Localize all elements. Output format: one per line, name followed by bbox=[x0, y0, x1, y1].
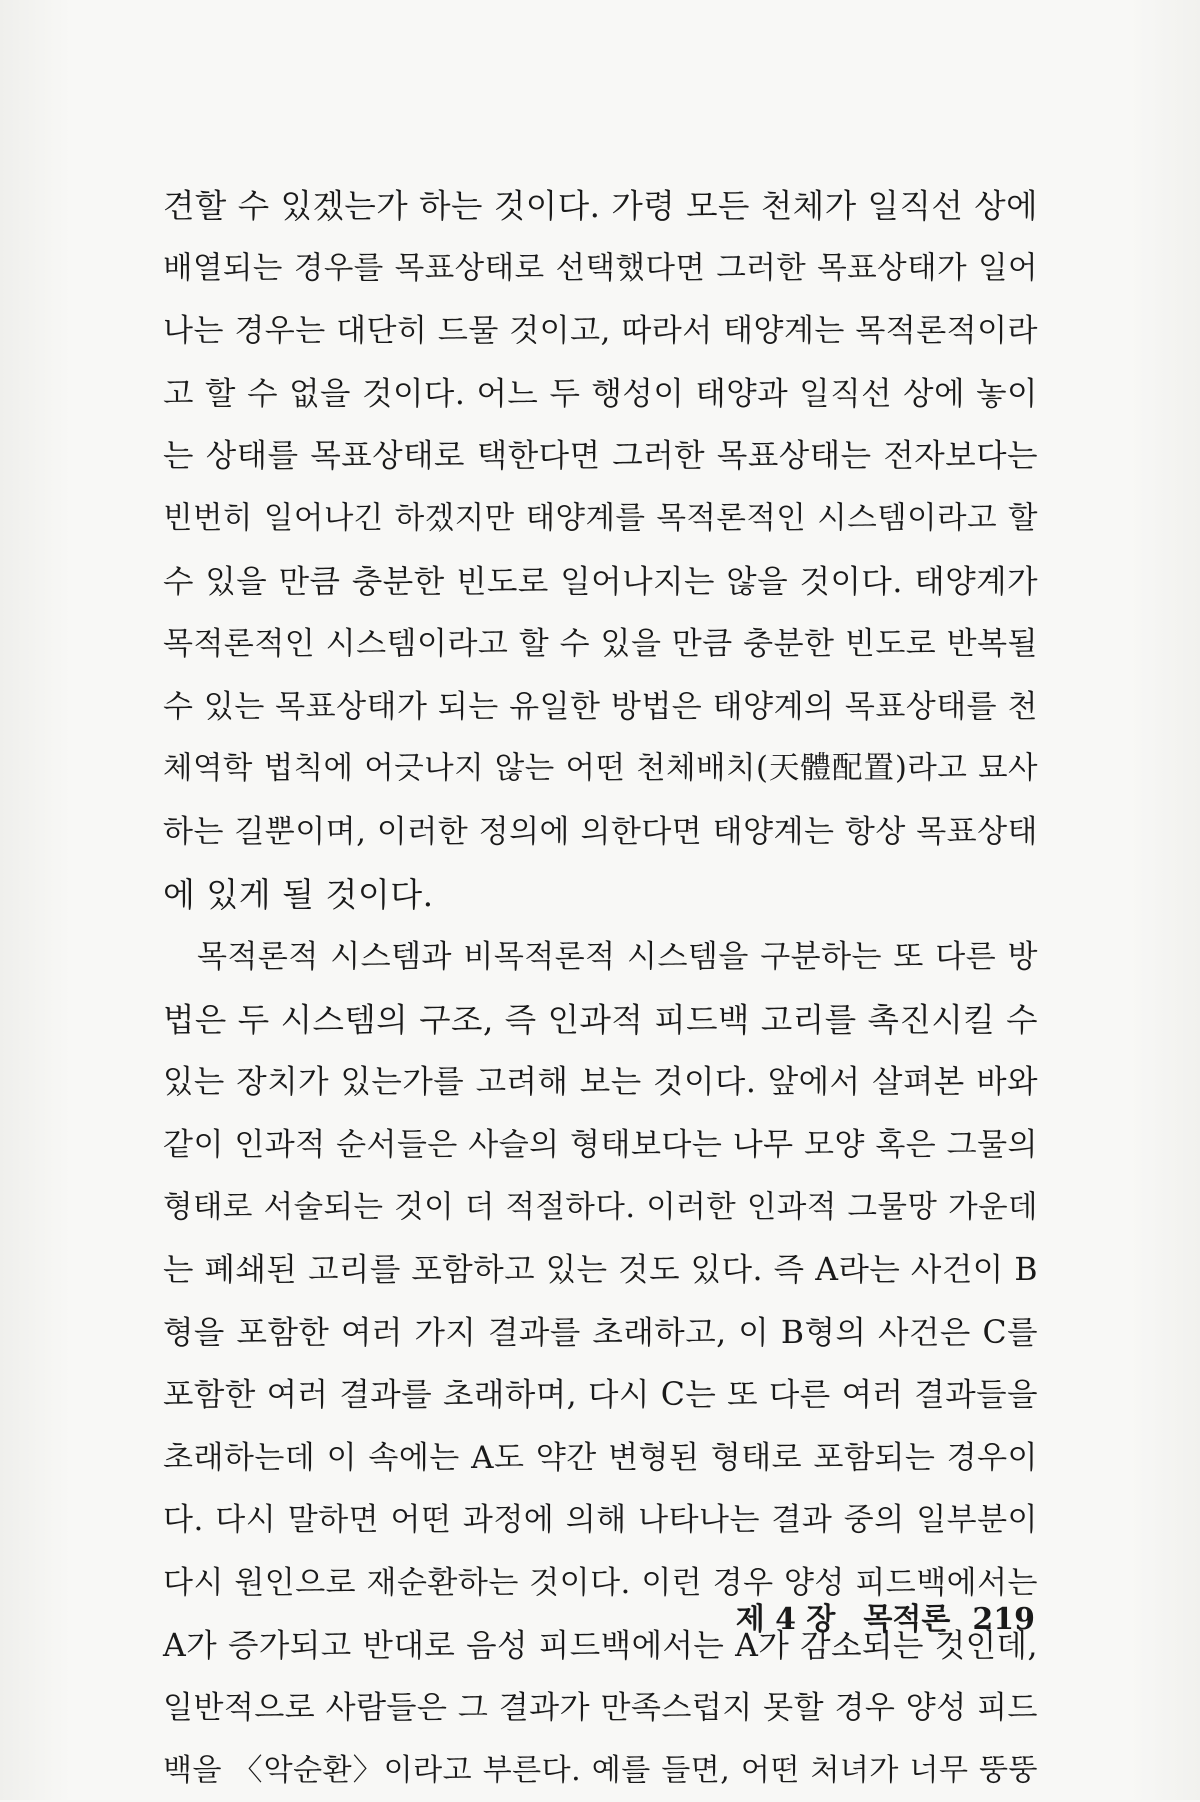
section-title: 목적론 bbox=[863, 1602, 951, 1637]
text-line: 초래하는데 이 속에는 A도 약간 변형된 형태로 포함되는 경우이 bbox=[163, 1439, 1038, 1476]
text-line: 빈번히 일어나긴 하겠지만 태양계를 목적론적인 시스템이라고 할 bbox=[163, 500, 1038, 536]
body-text bbox=[163, 175, 1038, 1802]
text-line: 는 상태를 목표상태로 택한다면 그러한 목표상태는 전자보다는 bbox=[163, 438, 1038, 475]
text-line: A가 증가되고 반대로 음성 피드백에서는 A가 감소되는 것인데, bbox=[163, 1627, 1038, 1664]
paragraph-end-line: 에 있게 될 것이다. bbox=[163, 874, 434, 914]
text-line: 형을 포함한 여러 가지 결과를 초래하고, 이 B형의 사건은 C를 bbox=[163, 1314, 1038, 1351]
text-line: 있는 장치가 있는가를 고려해 보는 것이다. 앞에서 살펴본 바와 bbox=[163, 1064, 1038, 1101]
chapter-label: 제 4 장 bbox=[735, 1602, 836, 1637]
text-line: 체역학 법칙에 어긋나지 않는 어떤 천체배치(天體配置)라고 묘사 bbox=[163, 751, 1038, 787]
text-line: 는 폐쇄된 고리를 포함하고 있는 것도 있다. 즉 A라는 사건이 B bbox=[163, 1252, 1038, 1289]
text-line: 수 있는 목표상태가 되는 유일한 방법은 태양계의 목표상태를 천 bbox=[163, 688, 1038, 725]
text-line: 나는 경우는 대단히 드물 것이고, 따라서 태양계는 목적론적이라 bbox=[163, 313, 1038, 350]
text-line: 하는 길뿐이며, 이러한 정의에 의한다면 태양계는 항상 목표상태 bbox=[163, 813, 1038, 850]
text-line: 포함한 여러 결과를 초래하며, 다시 C는 또 다른 여러 결과들을 bbox=[163, 1377, 1038, 1414]
text-line: 다시 원인으로 재순환하는 것이다. 이런 경우 양성 피드백에서는 bbox=[163, 1565, 1038, 1602]
text-line: 견할 수 있겠는가 하는 것이다. 가령 모든 천체가 일직선 상에 bbox=[163, 187, 1038, 225]
text-line: 다. 다시 말하면 어떤 과정에 의해 나타나는 결과 중의 일부분이 bbox=[163, 1502, 1038, 1539]
text-line: 형태로 서술되는 것이 더 적절하다. 이러한 인과적 그물망 가운데 bbox=[163, 1189, 1038, 1225]
text-line: 백을 〈악순환〉이라고 부른다. 예를 들면, 어떤 처녀가 너무 뚱뚱 bbox=[163, 1752, 1038, 1788]
paragraph-start-line: 목적론적 시스템과 비목적론적 시스템을 구분하는 또 다른 방 bbox=[197, 939, 1038, 976]
text-line: 수 있을 만큼 충분한 빈도로 일어나지는 않을 것이다. 태양계가 bbox=[163, 563, 1038, 600]
running-footer bbox=[736, 1594, 1035, 1638]
text-line: 배열되는 경우를 목표상태로 선택했다면 그러한 목표상태가 일어 bbox=[163, 250, 1038, 286]
text-line: 고 할 수 없을 것이다. 어느 두 행성이 태양과 일직선 상에 놓이 bbox=[163, 375, 1038, 412]
text-line: 목적론적인 시스템이라고 할 수 있을 만큼 충분한 빈도로 반복될 bbox=[163, 626, 1038, 663]
text-line: 같이 인과적 순서들은 사슬의 형태보다는 나무 모양 혹은 그물의 bbox=[163, 1126, 1038, 1163]
text-line: 일반적으로 사람들은 그 결과가 만족스럽지 못할 경우 양성 피드 bbox=[163, 1690, 1038, 1727]
page-number: 219 bbox=[972, 1602, 1035, 1637]
text-line: 법은 두 시스템의 구조, 즉 인과적 피드백 고리를 촉진시킬 수 bbox=[163, 1000, 1038, 1039]
